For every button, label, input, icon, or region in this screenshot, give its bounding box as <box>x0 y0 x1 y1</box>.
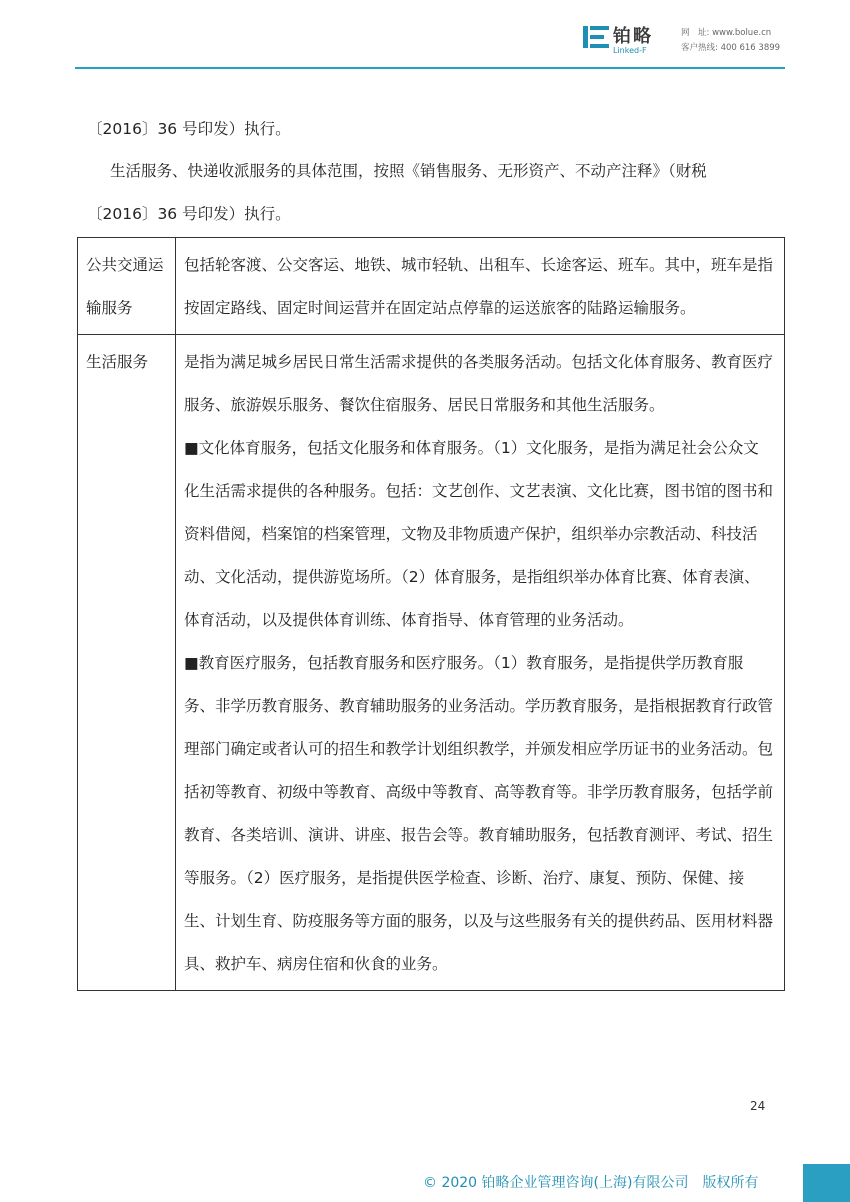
website-text: 网 址: www.bolue.cn <box>681 28 772 38</box>
table-cell-paragraph: ■教育医疗服务，包括教育服务和医疗服务。（1）教育服务，是指提供学历教育服务、非学历教育服务、教育辅助服务的业务活动。学历教育服务，是指根据教育行政管理部门确定或者认可的招生和教学计划组织教学，并颁发相应学历证书的业务活动。包括初等教育、初级中等教育、高级中等教育、高等教育等。非学历教育服务，包括学前教育、各类培训、演讲、讲座、报告会等。教育辅助服务，包括教育测评、考试、招生等服务。（2）医疗服务，是指提供医学检查、诊断、治疗、康复、预防、保健、接生、计划生育、防疫服务等方面的服务，以及与这些服务有关的提供药品、医用材料器具、救护车、病房住宿和伙食的业务。 <box>184 654 774 973</box>
contact-info <box>681 26 780 56</box>
body-paragraph-1: 〔2016〕36 号印发）执行。 <box>87 120 291 138</box>
company-logo <box>583 20 673 60</box>
logo-english-name: Linked-F <box>613 46 647 55</box>
table-cell-paragraph: 是指为满足城乡居民日常生活需求提供的各类服务活动。包括文化体育服务、教育医疗服务、旅游娱乐服务、餐饮住宿服务、居民日常服务和其他生活服务。 <box>184 353 774 414</box>
logo-chinese-name: 铂略 <box>613 26 653 47</box>
body-paragraph-2: 生活服务、快递收派服务的具体范围，按照《销售服务、无形资产、不动产注释》（财税 <box>110 162 707 180</box>
footer-copyright: © 2020 铂略企业管理咨询(上海)有限公司 版权所有 <box>423 1175 759 1191</box>
body-paragraph-3: 〔2016〕36 号印发）执行。 <box>87 205 291 223</box>
service-definition-table <box>77 237 785 991</box>
table-row <box>78 238 784 334</box>
page-header <box>0 0 850 70</box>
table-row <box>78 334 784 990</box>
table-cell-paragraph: ■文化体育服务，包括文化服务和体育服务。（1）文化服务，是指为满足社会公众文化生活需求提供的各种服务。包括：文艺创作、文艺表演、文化比赛，图书馆的图书和资料借阅，档案馆的档案管理，文物及非物质遗产保护，组织举办宗教活动、科技活动、文化活动，提供游览场所。（2）体育服务，是指组织举办体育比赛、体育表演、体育活动，以及提供体育训练、体育指导、体育管理的业务活动。 <box>184 439 774 629</box>
page-number: 24 <box>750 1099 766 1113</box>
table-cell-paragraph: 包括轮客渡、公交客运、地铁、城市轻轨、出租车、长途客运、班车。其中，班车是指按固定路线、固定时间运营并在固定站点停靠的运送旅客的陆路运输服务。 <box>184 256 774 317</box>
row-value-life-services <box>176 335 784 990</box>
hotline-text: 客户热线: 400 616 3899 <box>681 43 781 53</box>
logo-mark-icon <box>583 24 609 50</box>
row-value-public-transport <box>176 238 784 334</box>
footer-accent-block <box>803 1164 850 1202</box>
row-key-life-services: 生活服务 <box>78 335 176 990</box>
row-key-public-transport: 公共交通运输服务 <box>78 238 176 334</box>
header-divider <box>75 67 785 69</box>
